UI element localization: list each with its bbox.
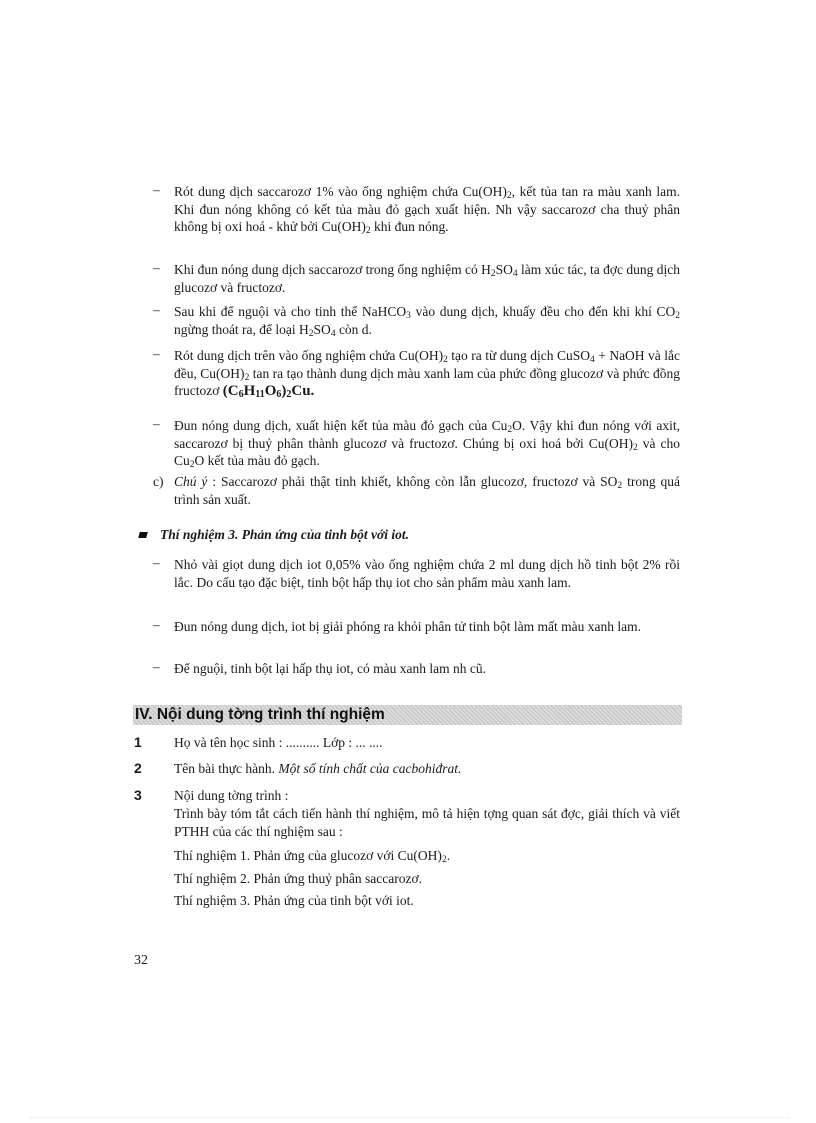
dash-marker: –: [153, 346, 160, 361]
exp2-note: Chú ý : Saccarozơ phải thật tinh khiết, không còn lẫn glucozơ, fructozơ và $SO_2$ trong quá trình sản xuất.: [174, 474, 680, 507]
square-bullet-icon: [138, 532, 148, 538]
dash-marker: –: [153, 416, 160, 431]
item-number: 3: [134, 787, 142, 803]
report-item-3: Nội dung tờng trình :: [174, 788, 289, 803]
chemical-formula: $(C_6H_{11}O_6)_2Cu$.: [222, 383, 315, 400]
report-item-1: Họ và tên học sinh : .......... Lớp : ... ....: [174, 735, 383, 750]
exp2-step-1: Rót dung dịch saccarozơ 1% vào ống nghiệm chứa $Cu(OH)_2$, kết tủa tan ra màu xanh lam. Khi đun nóng không có kết tủa màu đỏ gạch xuất hiện. Nh vậy saccarozơ cha thuỷ phân không bị oxi hoá - khử bởi $Cu(OH)_2$ khi đun nóng.: [174, 184, 680, 236]
exp2-step-5: Đun nóng dung dịch, xuất hiện kết tủa màu đỏ gạch của $Cu_2O$. Vậy khi đun nóng với axit, saccarozơ bị thuỷ phân thành glucozơ và fructozơ. Chúng bị oxi hoá bởi $Cu(OH)_2$ và cho $Cu_2O$ kết tủa màu đỏ gạch.: [174, 418, 681, 470]
exp3-step-3: Để nguội, tinh bột lại hấp thụ iot, có màu xanh lam nh cũ.: [174, 661, 486, 676]
exp2-step-3: Sau khi để nguội và cho tinh thể NaHCO$_3$ vào dung dịch, khuấy đều cho đến khi khí $CO_2$ ngừng thoát ra, để loại $H_2SO_4$ còn d.: [174, 304, 680, 339]
item-number: 1: [134, 734, 142, 750]
exp2-step-4: Rót dung dịch trên vào ống nghiệm chứa $Cu(OH)_2$ tạo ra từ dung dịch CuSO$_4$ + NaOH và lắc đều, $Cu(OH)_2$ tan ra tạo thành dung dịch màu xanh lam của phức đồng glucozơ và phức đồng fructozơ $(C_6H_{11}O_6)_2Cu$.: [174, 348, 680, 400]
exp3-step-1: Nhỏ vài giọt dung dịch iot 0,05% vào ống nghiệm chứa 2 ml dung dịch hồ tinh bột 2% rồi lắc. Do cấu tạo đặc biệt, tinh bột hấp thụ iot cho sản phẩm màu xanh lam.: [174, 557, 680, 590]
page-bottom-border: [30, 1117, 790, 1118]
report-line-3: Thí nghiệm 3. Phản ứng của tinh bột với iot.: [174, 893, 414, 908]
dash-marker: –: [153, 617, 160, 632]
exp3-title: Thí nghiệm 3. Phản ứng của tinh bột với iot.: [160, 527, 410, 542]
exp2-step-2: Khi đun nóng dung dịch saccarozơ trong ống nghiệm có $H_2SO_4$ làm xúc tác, ta đợc dung dịch glucozơ và fructozơ.: [174, 262, 680, 295]
dash-marker: –: [153, 182, 160, 197]
exp3-step-2: Đun nóng dung dịch, iot bị giải phóng ra khỏi phân tử tinh bột làm mất màu xanh lam.: [174, 619, 642, 634]
section-title: IV. Nội dung tờng trình thí nghiệm: [135, 706, 385, 723]
dash-marker: –: [153, 260, 160, 275]
dash-marker: –: [153, 659, 160, 674]
page-number: 32: [134, 953, 148, 968]
section-header: [133, 705, 682, 725]
item-number: 2: [134, 760, 142, 776]
report-intro: Trình bày tóm tắt cách tiến hành thí nghiệm, mô tả hiện tợng quan sát đợc, giải thích và viết PTHH của các thí nghiệm sau :: [174, 806, 680, 839]
report-line-2: Thí nghiệm 2. Phản ứng thuỷ phân saccarozơ.: [174, 871, 423, 886]
report-line-1: Thí nghiệm 1. Phản ứng của glucozơ với $Cu(OH)_2$.: [174, 848, 451, 865]
dash-marker: –: [153, 555, 160, 570]
dash-marker: –: [153, 302, 160, 317]
report-item-2: Tên bài thực hành. Một số tính chất của cacbohiđrat.: [174, 761, 462, 776]
note-label: c): [153, 474, 164, 489]
